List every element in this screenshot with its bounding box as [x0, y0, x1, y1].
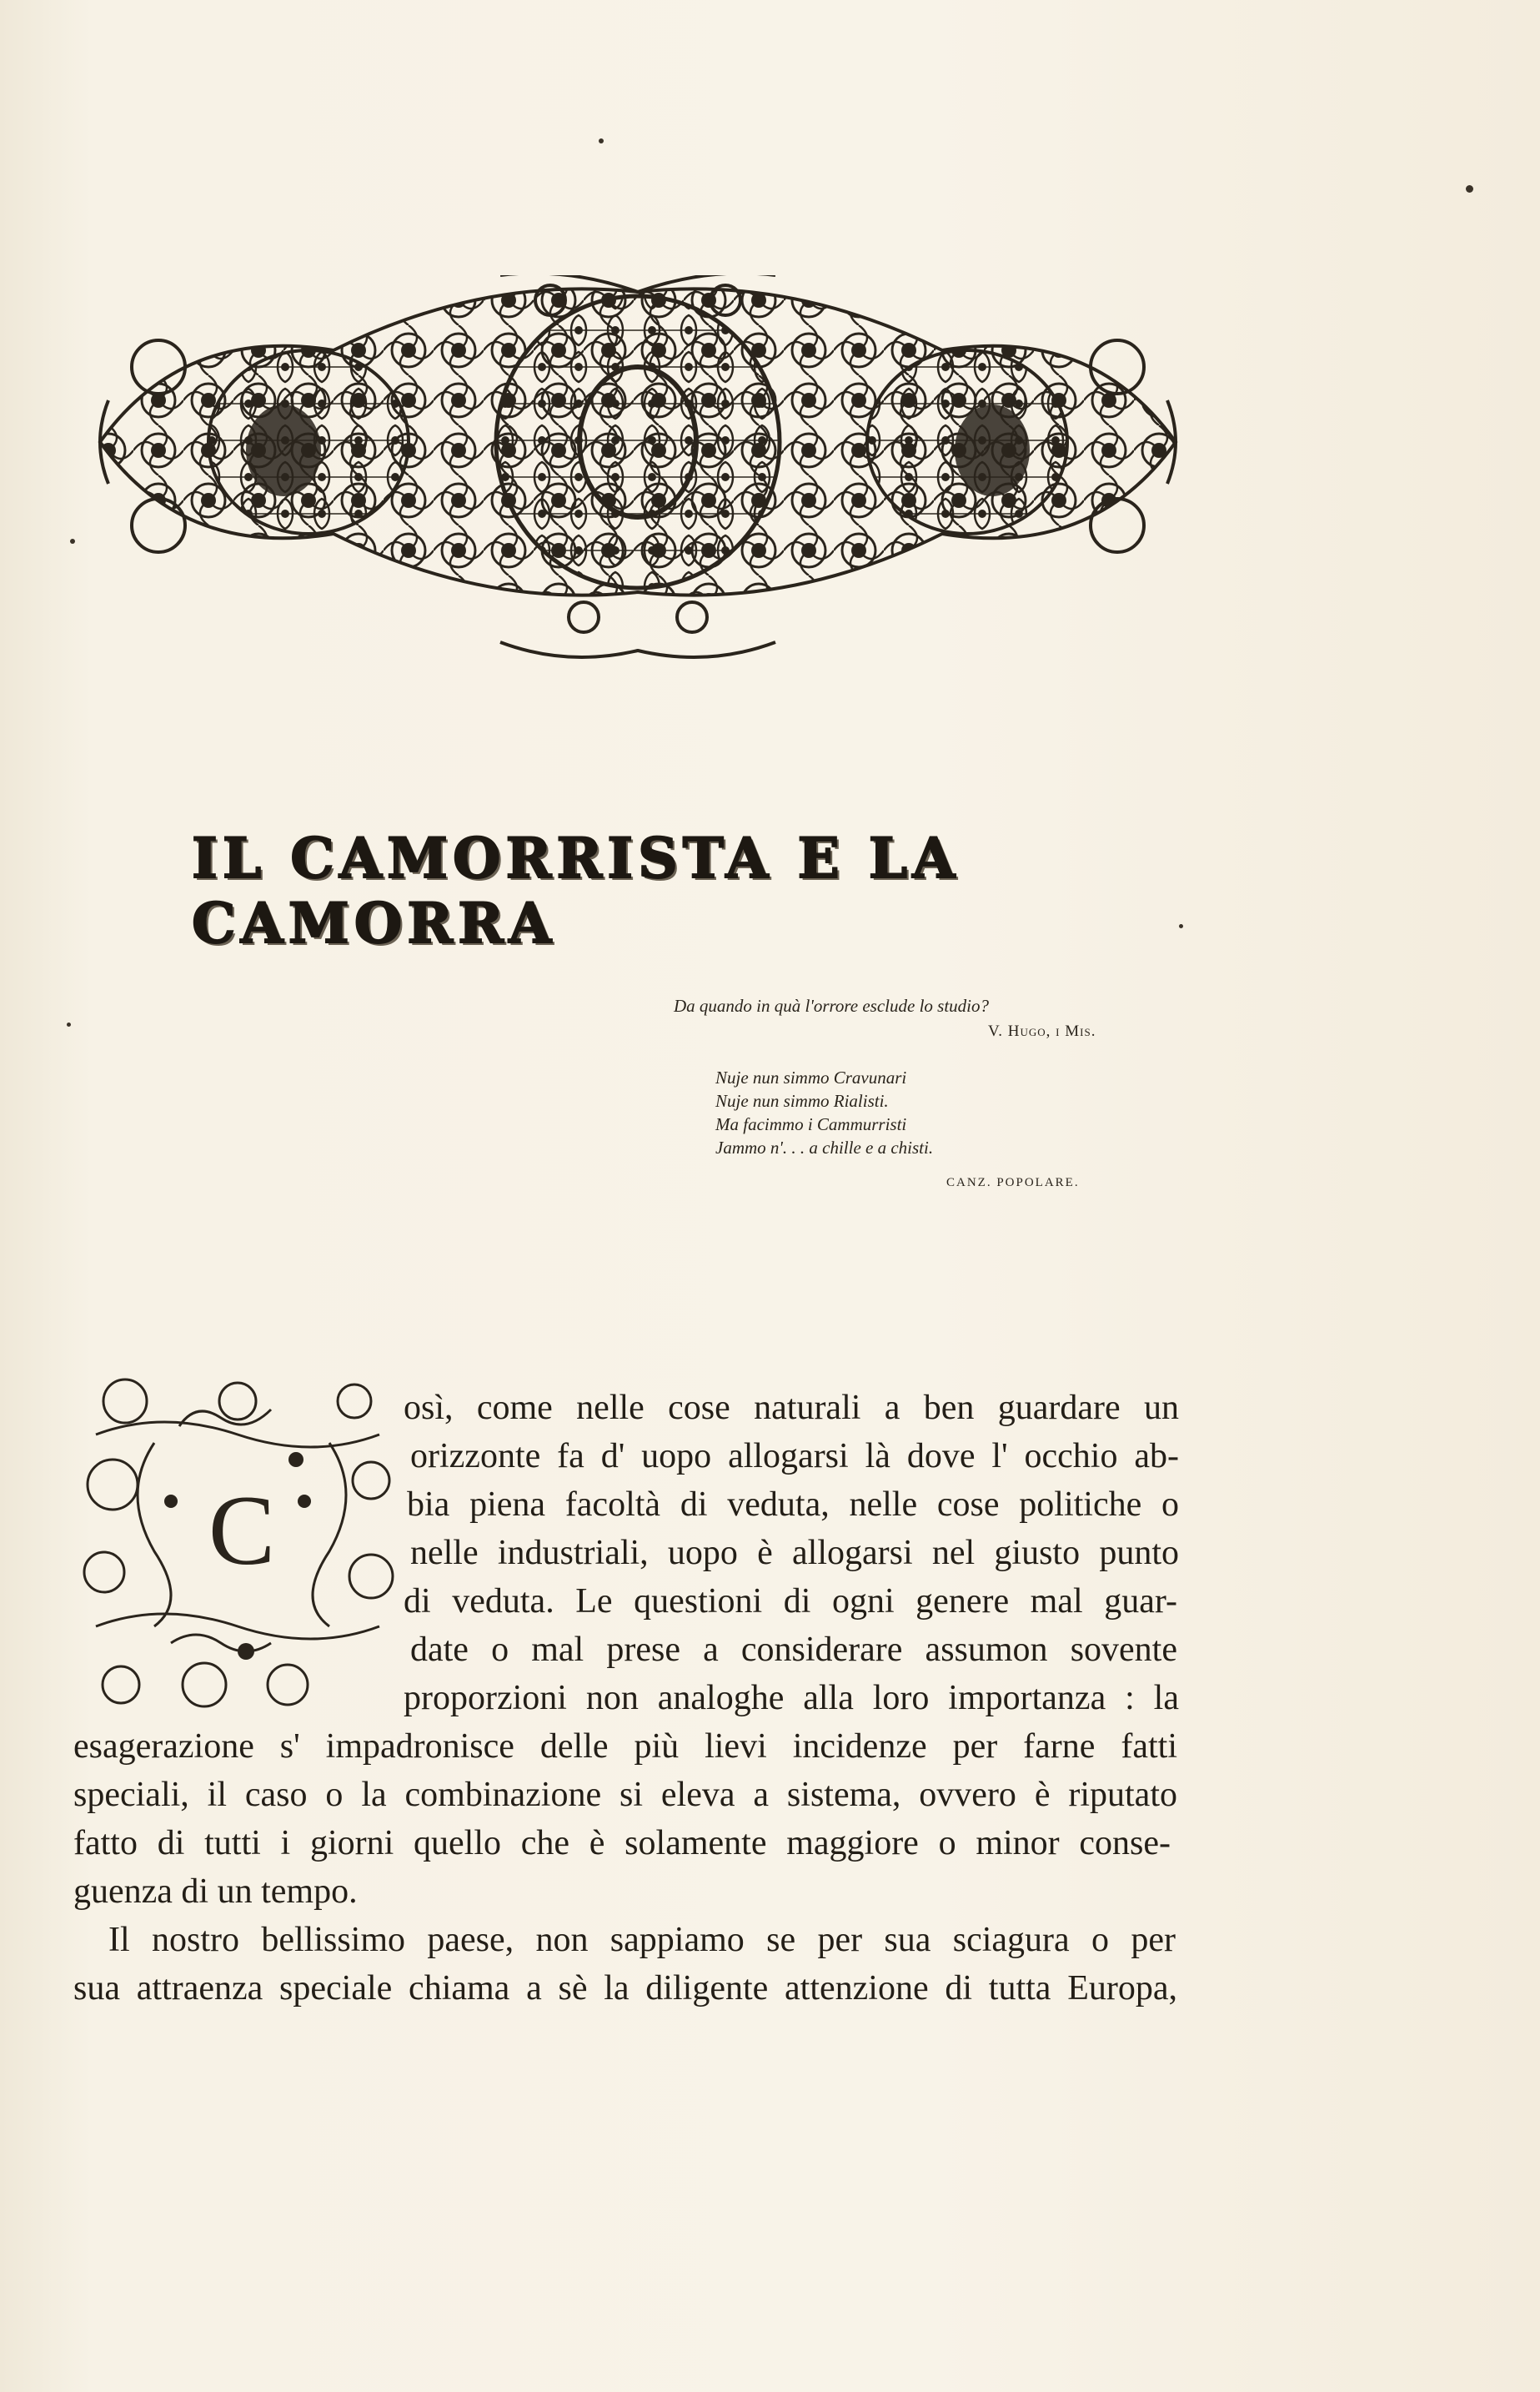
body-line-1: osì, come nelle cose naturali a ben guardare un: [404, 1389, 1179, 1427]
body-line-7: proporzioni non analoghe alla loro importanza : la: [404, 1679, 1179, 1717]
body-line-4: nelle industriali, uopo è allogarsi nel giusto punto: [410, 1534, 1179, 1572]
chapter-title: IL CAMORRISTA E LA CAMORRA: [192, 826, 961, 956]
song-line-3: Ma facimmo i Cammurristi: [715, 1114, 907, 1134]
song-line-2: Nuje nun simmo Rialisti.: [715, 1091, 889, 1111]
song-line-4: Jammo n'. . . a chille e a chisti.: [715, 1138, 934, 1158]
body-line-3: bia piena facoltà di veduta, nelle cose politiche o: [407, 1485, 1179, 1524]
ink-speck: [1179, 924, 1183, 928]
body-line-13: sua attraenza speciale chiama a sè la diligente attenzione di tutta Europa,: [73, 1969, 1177, 2008]
ink-speck: [1466, 185, 1473, 193]
body-line-11: guenza di un tempo.: [73, 1872, 358, 1911]
body-line-5: di veduta. Le questioni di ogni genere mal guar-: [404, 1582, 1177, 1621]
body-line-8: esagerazione s' impadronisce delle più lievi incidenze per farne fatti: [73, 1727, 1177, 1766]
ink-speck: [70, 539, 75, 544]
ink-speck: [67, 1023, 71, 1027]
song-source: CANZ. POPOLARE.: [946, 1176, 1080, 1189]
dropcap-letter: C: [208, 1475, 276, 1585]
ink-speck: [599, 138, 604, 143]
body-line-9: speciali, il caso o la combinazione si eleva a sistema, ovvero è riputato: [73, 1776, 1177, 1814]
body-line-6: date o mal prese a considerare assumon sovente: [410, 1631, 1177, 1669]
epigraph-author: V. Hugo, i Mis.: [988, 1023, 1096, 1040]
decorated-initial: [79, 1376, 404, 1710]
ornamental-headpiece: [83, 275, 1192, 667]
song-line-1: Nuje nun simmo Cravunari: [715, 1068, 907, 1088]
body-line-10: fatto di tutti i giorni quello che è solamente maggiore o minor conse-: [73, 1824, 1171, 1862]
body-line-12: Il nostro bellissimo paese, non sappiamo se per sua sciagura o per: [108, 1921, 1176, 1959]
body-line-2: orizzonte fa d' uopo allogarsi là dove l' occhio ab-: [410, 1437, 1179, 1475]
epigraph-quote: Da quando in quà l'orrore esclude lo studio?: [674, 996, 989, 1016]
